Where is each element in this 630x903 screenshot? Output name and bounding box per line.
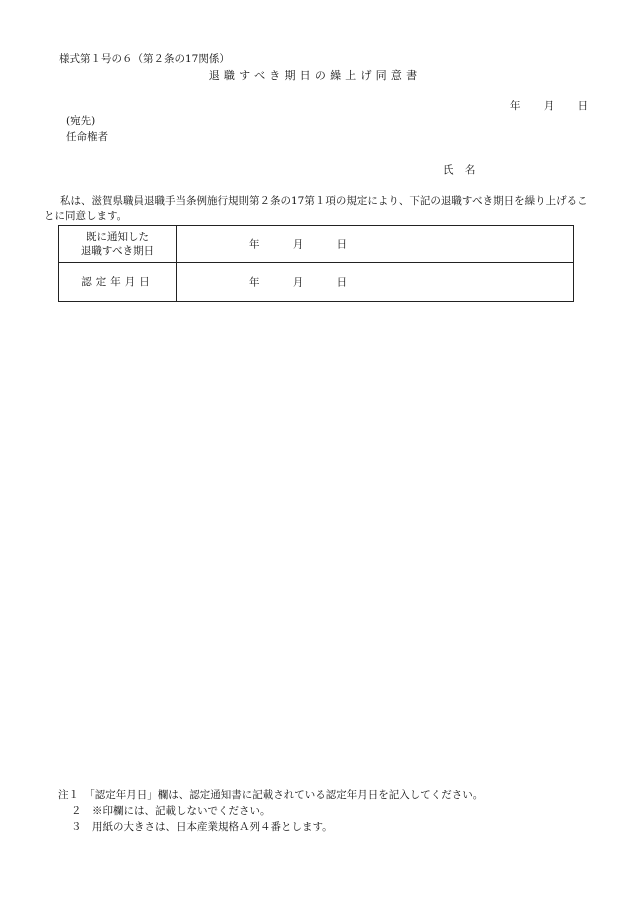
- certification-date-label: 認定年月日: [59, 263, 177, 302]
- notified-date-label: [59, 226, 177, 263]
- consent-statement: 私は、滋賀県職員退職手当条例施行規則第２条の17第１項の規定により、下記の退職すべき期日を繰り上げることに同意します。: [44, 195, 588, 222]
- certification-date-value: 年 月 日: [249, 276, 348, 289]
- appointing-authority: 任命権者: [66, 131, 108, 143]
- table-row: [59, 226, 574, 263]
- note-2: ２ ※印欄には、記載しないでください。: [71, 805, 271, 817]
- addressee-label: (宛先): [66, 115, 96, 127]
- document-title: 退職すべき期日の繰上げ同意書: [208, 69, 422, 82]
- certification-date-field[interactable]: [177, 263, 574, 302]
- notified-date-label-line2: 退職すべき期日: [80, 245, 155, 257]
- submission-date: 年 月 日: [510, 100, 589, 112]
- table-row: [59, 263, 574, 302]
- signature-name-label: 氏 名: [443, 164, 476, 176]
- form-number: 様式第１号の６（第２条の17関係）: [59, 53, 230, 65]
- notified-date-field[interactable]: [177, 226, 574, 263]
- notes: [58, 787, 483, 835]
- note-3: ３ 用紙の大きさは、日本産業規格Ａ列４番とします。: [71, 821, 333, 833]
- notified-date-label-line1: 既に通知した: [86, 231, 149, 243]
- notified-date-value: 年 月 日: [249, 238, 348, 251]
- form-table: [58, 225, 574, 302]
- note-1: 注１ 「認定年月日」欄は、認定通知書に記載されている認定年月日を記入してください。: [58, 789, 484, 801]
